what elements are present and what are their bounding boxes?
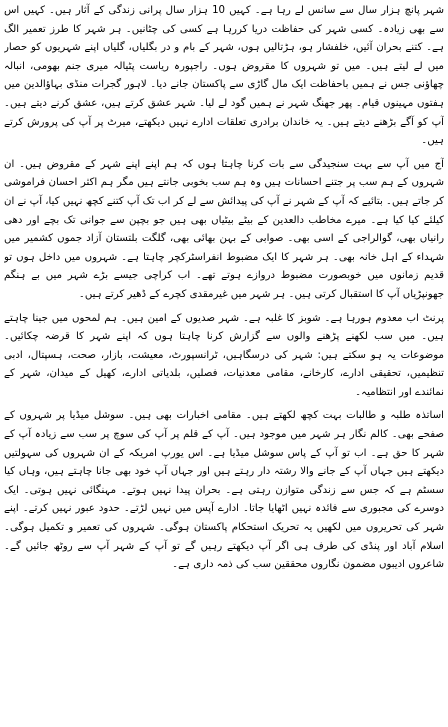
article-paragraph-2: آج میں آپ سے بہت سنجیدگی سے بات کرنا چاہتا ہوں کہ ہم اپنے اپنے شہر کے مقروض ہیں۔ ان شہروں کے ہم سب پر جتنے احسانات ہیں وہ ہم سب بخوبی جانتے ہیں مگر ہم اکثر احسان فراموشی کر جاتے ہیں۔ بتائیے کہ آپ کے شہر نے آپ کی پیدائش سے لے کر اب تک آپ کتنے کچھ نہیں کیا، آپ نے ان کیلئے کیا کیا ہے۔ میرے مخاطب دالعدین کے بیٹے بیٹیاں بھی ہیں جو بچپن سے جوانی تک بچے اور دھی رانیاں بھی، گوالراجی کے اسی بھی۔ صوابی کے بہن بھائی بھی، گلگت بلتستان آزاد جموں کشمیر میں شہداء کے اہل خانہ بھی۔ ہر شہر کا ایک مضبوط انفراسٹرکچر چاہتا ہے۔ شہروں میں داخل ہوں تو قدیم زمانوں میں خوبصورت مضبوط دروازے ہوتے تھے۔ اب کراچی جیسے بڑے شہر میں بے ہنگم جھونپڑیاں آپ کا استقبال کرتی ہیں۔ ہر شہر میں غیرمقدی کچرے کے ڈھیر کرتے ہیں۔ <box>4 158 444 300</box>
article-paragraph-1: شہر پانچ ہزار سال سے سانس لے رہا ہے۔ کہیں 10 ہزار سال پرانی زندگی کے آثار ہیں۔ کہیں اس سے بھی زیادہ۔ کسی شہر کی حفاظت دریا کررہا ہے کسی کی چٹانیں۔ ہر شہر کا طرز تعمیر الگ ہے۔ کتنے بحران آئیں، خلفشار ہو، ہڑتالیں ہوں، شہر کے بام و در بگلیاں، گلیاں اپنے شہریوں کو حصار میں لے لیتے ہیں۔ میں تو شہروں کا مقروض ہوں۔ راجپورہ ریاست پٹیالہ میری جنم بھومی، انبالہ چھاؤنی جس نے ہمیں باحفاظت ایک مال گاڑی سے پاکستان جانے دیا۔ لاہور گجرات منڈی بہاؤالدین میں ہفتوں مہینوں قیام۔ پھر جھنگ شہر نے ہمیں گود لے لیا۔ شہر عشق کرتے ہیں، عشق کرنے دیتے ہیں۔ آپ کو آگے بڑھنے دیتے ہیں۔ یہ خاندان برادری تعلقات ادارے نہیں دیکھتے، میرٹ پر آپ کی پرورش کرتے ہیں۔ <box>4 5 444 147</box>
article-paragraph-4: اساتذہ طلبہ و طالبات بہت کچھ لکھتے ہیں۔ مقامی اخبارات بھی ہیں۔ سوشل میڈیا پر شہروں کے صفحے بھی۔ کالم نگار ہر شہر میں موجود ہیں۔ آپ کے قلم پر آپ کی سوچ پر سب سے زیادہ آپ کے شہر کا حق ہے۔ اب تو آپ کے پاس سوشل میڈیا ہے۔ اس یورپ امریکہ کے ان شہروں کی سہولتیں دیکھتے ہیں جہاں آپ کے جانے والا رشتہ دار رہتے ہیں اور جہاں آپ خود بھی جانا چاہتے ہیں، وہاں کیا سسٹم ہے کہ جس سے زندگی متوازن رہتی ہے۔ بحران پیدا نہیں ہوتے۔ مہنگائی نہیں ہوتی۔ ایک دوسرے کی مجبوری سے فائدہ نہیں اٹھایا جاتا۔ ادارے آپس میں نہیں لڑتے۔ حدود عبور نہیں کرتے۔ اپنے شہر کی تحریروں میں لکھیں یہ تحریک استحکام پاکستان ہوگی۔ شہروں کی تعمیر و تکمیل ہوگی۔ اسلام آباد اور پنڈی کی طرف ہی اگر آپ دیکھتے رہیں گے تو آپ کے شہر آپ سے روٹھ جائیں گے۔ شاعروں ادیبوں مضمون نگاروں محققین سب کی ذمہ داری ہے۔ <box>4 410 444 571</box>
article-paragraph-3: پرنٹ اب معدوم ہورہا ہے۔ شوبز کا غلبہ ہے۔ شہر صدیوں کے امین ہیں۔ ہم لمحوں میں جینا چاہتے ہیں۔ میں سب لکھنے پڑھنے والوں سے گزارش کرنا چاہتا ہوں کہ اپنے شہر کا قرضہ چکائیں۔ موضوعات یہ ہو سکتے ہیں: شہر کی درسگاہیں، ٹرانسپورٹ، معیشت، بازار، صحت، ہسپتال، ادبی تنظیمیں، تحقیقی ادارے، کارخانے، مقامی معدنیات، فصلیں، بلدیاتی ادارے، کھیل کے میدان، شہر کے نمائندے اور انتظامیہ۔ <box>4 312 444 398</box>
article-body <box>4 0 444 727</box>
